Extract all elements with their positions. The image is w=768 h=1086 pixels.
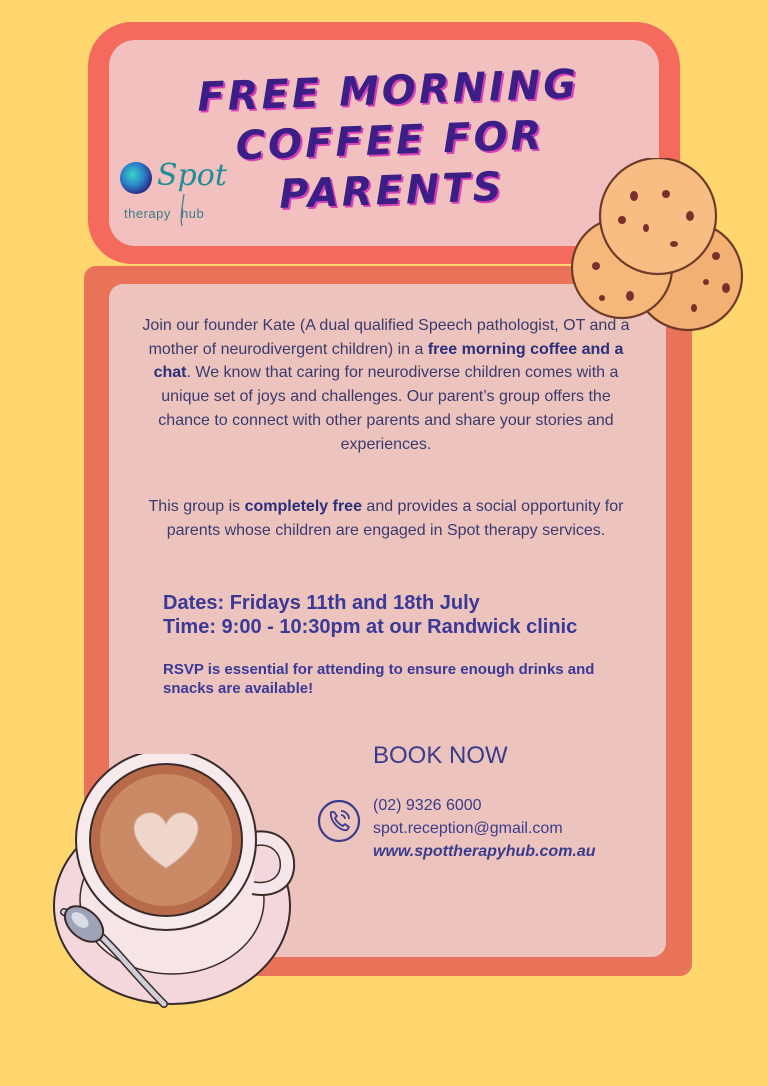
flyer-title: FREE MORNING COFFEE FOR PARENTS bbox=[196, 61, 580, 218]
coffee-cup-illustration bbox=[50, 754, 310, 1014]
contact-email[interactable]: spot.reception@gmail.com bbox=[373, 820, 563, 837]
intro-text-2: . We know that caring for neurodiverse children comes with a unique set of joys and challenges. Our parent’s group offers the chance to connect with other parents and share your stories and experiences. bbox=[158, 364, 619, 453]
logo-sub-left: therapy bbox=[124, 206, 171, 221]
intro-paragraph bbox=[140, 314, 632, 456]
free-text-1: This group is bbox=[148, 498, 245, 515]
cookies-illustration bbox=[566, 158, 750, 338]
rsvp-note: RSVP is essential for attending to ensure enough drinks and snacks are available! bbox=[163, 661, 595, 697]
contact-website[interactable]: www.spottherapyhub.com.au bbox=[373, 843, 596, 860]
contact-phone[interactable]: (02) 9326 6000 bbox=[373, 797, 482, 814]
event-time: Time: 9:00 - 10:30pm at our Randwick clinic bbox=[163, 616, 578, 638]
event-dates: Dates: Fridays 11th and 18th July bbox=[163, 592, 480, 614]
logo-brand: Spot bbox=[157, 158, 227, 193]
intro-text-1: Join our founder Kate (A dual qualified Speech pathologist, OT and a mother of neurodivergent children) in a bbox=[142, 317, 630, 358]
book-now-heading: BOOK NOW bbox=[373, 742, 508, 769]
logo-sub-right: hub bbox=[181, 206, 205, 221]
logo-subtitle bbox=[124, 206, 204, 221]
free-text-2: and provides a social opportunity for parents whose children are engaged in Spot therapy services. bbox=[166, 498, 624, 539]
phone-call-icon bbox=[316, 798, 362, 844]
intro-bold: free morning coffee and a chat bbox=[153, 340, 624, 382]
free-bold: completely free bbox=[244, 498, 362, 515]
free-paragraph bbox=[140, 495, 632, 542]
